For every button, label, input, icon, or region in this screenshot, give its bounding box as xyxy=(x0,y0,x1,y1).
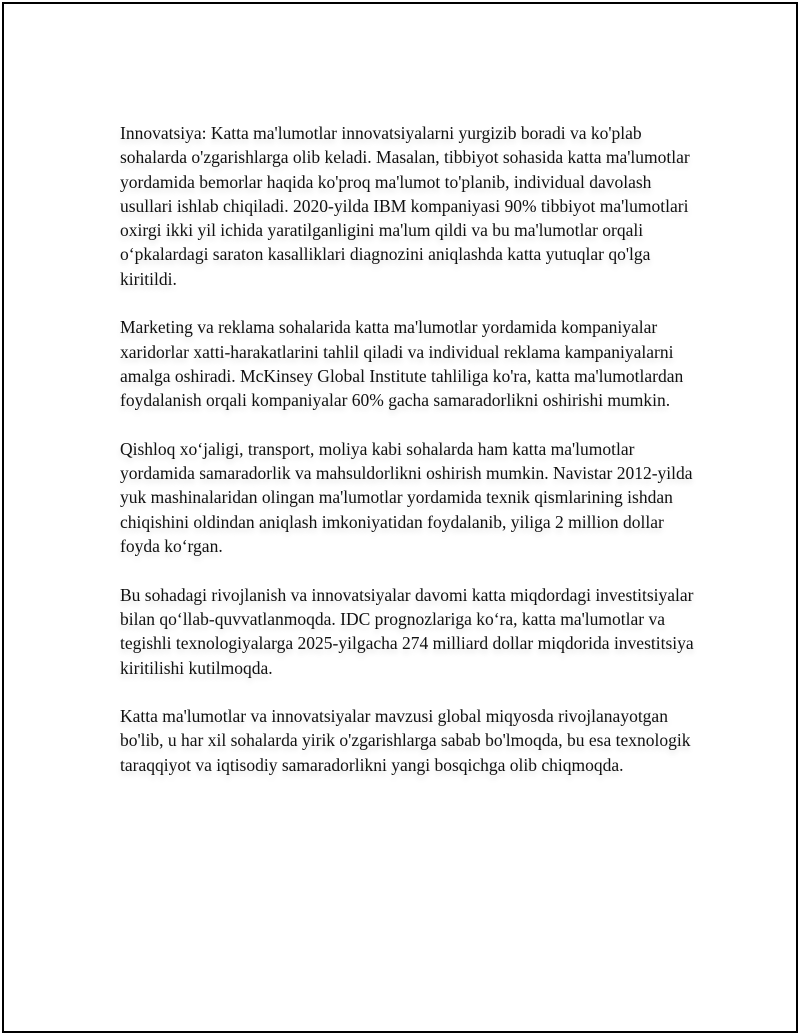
paragraph-agriculture-transport: Qishloq xoʻjaligi, transport, moliya kabi sohalarda ham katta ma'lumotlar yordamida samaradorlik va mahsuldorlikni oshirish mumkin. Navistar 2012-yilda yuk mashinalaridan olingan ma'lumotlar yordamida texnik qismlarining ishdan chiqishini oldindan aniqlash imkoniyatidan foydalanib, yiliga 2 million dollar foyda koʻrgan. xyxy=(120,438,693,557)
paragraph-marketing: Marketing va reklama sohalarida katta ma'lumotlar yordamida kompaniyalar xaridorlar xatti-harakatlarini tahlil qiladi va individual reklama kampaniyalarni amalga oshiradi. McKinsey Global Institute tahliliga ko'ra, katta ma'lumotlardan foydalanish orqali kompaniyalar 60% gacha samaradorlikni oshirishi mumkin. xyxy=(120,317,684,411)
paragraph-investments: Bu sohadagi rivojlanish va innovatsiyalar davomi katta miqdordagi investitsiyalar bilan qoʻllab-quvvatlanmoqda. IDC prognozlariga koʻra, katta ma'lumotlar va tegishli texnologiyalarga 2025-yilgacha 274 milliard dollar miqdorida investitsiya kiritilishi kutilmoqda. xyxy=(120,584,694,678)
paragraph-innovation: Innovatsiya: Katta ma'lumotlar innovatsiyalarni yurgizib boradi va ko'plab sohalarda o'zgarishlarga olib keladi. Masalan, tibbiyot sohasida katta ma'lumotlar yordamida bemorlar haqida ko'proq ma'lumot to'planib, individual davolash usullari ishlab chiqiladi. 2020-yilda IBM kompaniyasi 90% tibbiyot ma'lumotlari oxirgi ikki yil ichida yaratilganligini ma'lum qildi va bu ma'lumotlar orqali oʻpkalardagi saraton kasalliklari diagnozini aniqlashda katta yutuqlar qo'lga kiritildi. xyxy=(120,123,690,289)
paragraph-conclusion: Katta ma'lumotlar va innovatsiyalar mavzusi global miqyosda rivojlanayotgan bo'lib, u har xil sohalarda yirik o'zgarishlarga sabab bo'lmoqda, bu esa texnologik taraqqiyot va iqtisodiy samaradorlikni yangi bosqichga olib chiqmoqda. xyxy=(120,706,691,775)
page-frame xyxy=(2,2,798,1033)
document-body xyxy=(120,121,700,801)
